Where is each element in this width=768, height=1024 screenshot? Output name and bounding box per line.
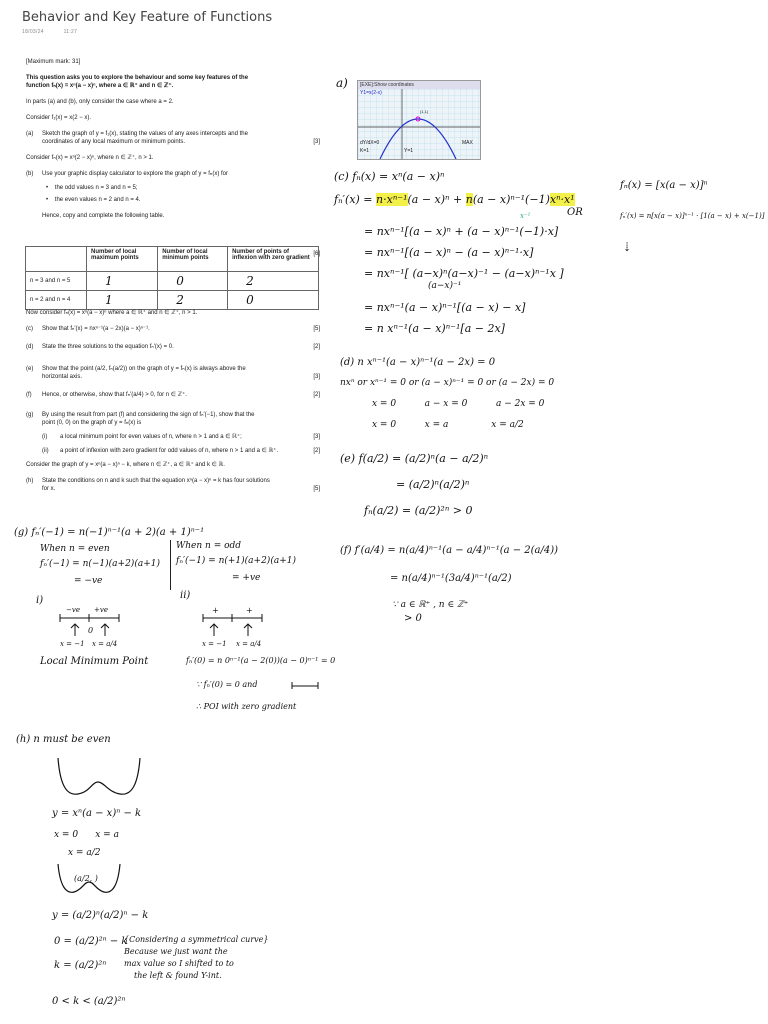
time-label: 11:27	[63, 29, 78, 35]
part-b-text: Use your graphic display calculator to explore the graph of y = fₙ(x) for	[42, 171, 228, 177]
hw-d-line-3: x = 0 a − x = 0 a − 2x = 0	[372, 399, 545, 409]
table-cell: 2	[228, 272, 319, 291]
date-label: 18/03/24	[22, 29, 44, 35]
part-h-mark: [5]	[313, 486, 320, 492]
hw-g-i: i)	[36, 595, 44, 606]
part-e-mark: [3]	[313, 374, 320, 380]
hw-c-line-4: = nxⁿ⁻¹[(a − x)ⁿ − (a − x)ⁿ⁻¹·x]	[364, 246, 534, 259]
hw-part-c	[334, 170, 574, 335]
part-a	[26, 130, 320, 146]
hw-g-x1: x = −1	[60, 640, 85, 648]
hw-d-line-1: (d) n xⁿ⁻¹(a − x)ⁿ⁻¹(a − 2x) = 0	[340, 357, 496, 368]
table-cell: n = 2 and n = 4	[26, 291, 87, 310]
hw-divider	[170, 540, 171, 590]
consider-2: Consider fₙ(x) = xⁿ(2 − x)ⁿ, where n ∈ ℤ⁺, n > 1.	[26, 155, 154, 161]
hw-h-note-1: {Considering a symmetrical curve}	[124, 935, 269, 944]
up-arrow-icon	[210, 624, 218, 636]
part-g-ii	[42, 447, 320, 455]
hw-part-e	[340, 452, 488, 518]
hw-c-2a: fₙ′(x) =	[334, 193, 377, 206]
part-g-ii-text: a point of inflexion with zero gradient for odd values of n, where n > 1 and a ∈ ℝ⁺.	[60, 448, 279, 454]
part-g-ii-label: (ii)	[42, 448, 49, 454]
hw-e-line-1: (e) f(a/2) = (a/2)ⁿ(a − a/2)ⁿ	[340, 452, 489, 465]
calc-deriv: dY/dX=0	[360, 140, 380, 146]
hw-c-lines	[334, 225, 574, 335]
part-c-mark: [5]	[313, 326, 320, 332]
part-f-label: (f)	[26, 392, 32, 398]
calc-grid	[358, 89, 480, 159]
part-g-i-text: a local minimum point for even values of n, where n > 1 and a ∈ ℝ⁺;	[60, 434, 242, 440]
hw-alt-arrow: ⇣	[622, 240, 633, 254]
part-h	[26, 477, 320, 493]
up-arrow-icon	[71, 624, 79, 636]
hw-c-2b: n·xⁿ⁻¹	[376, 193, 408, 206]
calc-max: MAX	[462, 140, 473, 146]
timestamp	[22, 29, 95, 35]
hw-c-2d: n	[465, 193, 473, 206]
hw-g-plus-1: +	[212, 606, 219, 615]
part-d-label: (d)	[26, 344, 34, 350]
hw-g-odd-1: When n = odd	[176, 541, 242, 551]
hw-g-poi-3: ∴ POI with zero gradient	[196, 702, 297, 711]
hw-g-local-min: Local Minimum Point	[40, 656, 149, 667]
part-g-text-1: By using the result from part (f) and considering the sign of fₙ′(−1), show that the	[42, 412, 255, 418]
hw-g-plus-2: +	[246, 606, 253, 615]
hw-a-label: a)	[336, 76, 348, 90]
part-d-mark: [2]	[313, 344, 320, 350]
part-b-mark: [6]	[313, 251, 320, 257]
part-b-bullet-2: • the even values n = 2 and n = 4.	[46, 197, 141, 203]
hw-g-neg: −ve	[66, 606, 80, 614]
calc-k: K=1	[360, 148, 370, 154]
hw-alt-1: fₙ(x) = [x(a − x)]ⁿ	[620, 180, 708, 191]
part-b-bullet-1: • the odd values n = 3 and n = 5;	[46, 185, 138, 191]
calc-graph	[358, 89, 480, 159]
mini-sign-diagram	[290, 678, 320, 690]
table-cell: 0	[228, 291, 319, 310]
hw-g-ii: ii)	[180, 590, 191, 601]
hw-f-line-3: ∵ a ∈ ℝ⁺ , n ∈ ℤ⁺	[392, 600, 469, 610]
part-h-label: (h)	[26, 478, 34, 484]
part-a-label: (a)	[26, 131, 34, 137]
consider-4: Consider the graph of y = xⁿ(a − x)ⁿ − k, where n ∈ ℤ⁺, a ∈ ℝ⁺ and k ∈ ℝ.	[26, 462, 225, 468]
bullet-1-text: the odd values n = 3 and n = 5;	[54, 185, 138, 191]
hw-d-line-4: x = 0 x = a x = a/2	[372, 420, 524, 430]
hw-c-line-3: = nxⁿ⁻¹[(a − x)ⁿ + (a − x)ⁿ⁻¹(−1)·x]	[364, 225, 559, 238]
hw-h-line-5: (a/2, )	[74, 874, 98, 883]
hw-alt-2: fₙ′(x) = n[x(a − x)]ⁿ⁻¹ · [1(a − x) + x(−1)]	[620, 212, 765, 220]
hw-h-line-1: (h) n must be even	[16, 734, 111, 745]
consider-1: Consider f₁(x) = x(2 − x).	[26, 115, 92, 121]
table-row	[26, 291, 319, 310]
hw-f-line-4: > 0	[404, 613, 422, 624]
hw-h-note-2: Because we just want the	[124, 947, 228, 956]
page-title: Behavior and Key Feature of Functions	[22, 10, 273, 25]
consider-3: Now consider fₙ(x) = xⁿ(a − x)ⁿ where a ∈ ℝ⁺ and n ∈ ℤ⁺, n > 1.	[26, 310, 198, 316]
up-arrow-icon	[244, 624, 252, 636]
part-h-text-1: State the conditions on n and k such that the equation xⁿ(a − x)ⁿ = k has four solutions	[42, 478, 270, 484]
table-header: Number of local minimum points	[158, 247, 228, 272]
hw-part-f	[340, 544, 765, 626]
hw-c-line-2	[334, 193, 574, 206]
part-d-text: State the three solutions to the equation fₙ′(x) = 0.	[42, 344, 174, 350]
hw-part-g	[14, 526, 204, 539]
hw-g-pos: +ve	[94, 606, 108, 614]
table-cell: n = 3 and n = 5	[26, 272, 87, 291]
up-arrow-icon	[101, 624, 109, 636]
sign-diagram-ii	[198, 600, 268, 640]
hw-g-odd-3: = +ve	[232, 573, 261, 583]
hw-h-note-4: the left & found Y-int.	[134, 971, 222, 980]
part-a-mark: [3]	[313, 139, 320, 145]
hw-g-odd-2: fₙ′(−1) = n(+1)(a+2)(a+1)	[176, 556, 296, 566]
table-cell: 0	[158, 272, 228, 291]
hw-or: OR	[567, 207, 583, 218]
part-c-label: (c)	[26, 326, 33, 332]
part-g	[26, 411, 320, 455]
intro-line-3: In parts (a) and (b), only consider the case where a = 2.	[26, 99, 174, 105]
hw-g-x3: x = −1	[202, 640, 227, 648]
hw-h-line-4: x = a/2	[68, 848, 101, 858]
hw-c-2f: xⁿ·x¹	[549, 193, 575, 206]
part-f-mark: [2]	[313, 392, 320, 398]
hw-f-line-2: = n(a/4)ⁿ⁻¹(3a/4)ⁿ⁻¹(a/2)	[390, 573, 512, 584]
hw-c-line-1: (c) fₙ(x) = xⁿ(a − x)ⁿ	[334, 170, 445, 183]
part-h-text-2: for x.	[42, 486, 56, 492]
part-g-ii-mark: [2]	[313, 448, 320, 454]
calculator-screenshot	[357, 80, 481, 160]
hw-c-2g: x⁻¹	[520, 212, 531, 220]
table-header	[26, 247, 87, 272]
part-g-text-2: point (0, 0) on the graph of y = fₙ(x) is	[42, 420, 142, 426]
hw-h-line-7: 0 = (a/2)²ⁿ − k	[54, 936, 128, 947]
question-block-2	[26, 309, 320, 493]
hw-h-line-9: 0 < k < (a/2)²ⁿ	[52, 996, 126, 1007]
hw-g-odd	[176, 540, 296, 585]
hw-g-even	[40, 543, 160, 588]
table-header: Number of points of inflexion with zero gradient	[228, 247, 319, 272]
calc-func: Y1=x(2-x)	[360, 90, 382, 96]
part-e-label: (e)	[26, 366, 34, 372]
part-e-text-2: horizontal axis.	[42, 374, 83, 380]
hw-e-line-2: = (a/2)ⁿ(a/2)ⁿ	[396, 478, 470, 491]
hw-part-d	[340, 356, 760, 432]
hw-h-line-2: y = xⁿ(a − x)ⁿ − k	[52, 808, 142, 819]
part-d	[26, 343, 320, 351]
part-c-text: Show that fₙ′(x) = nxⁿ⁻¹(a − 2x)(a − x)ⁿ⁻¹.	[42, 326, 150, 332]
hw-g-zero: 0	[88, 626, 94, 635]
part-g-i	[42, 433, 320, 441]
hw-g-even-3: = −ve	[74, 576, 103, 586]
hw-g-line-1: (g) fₙ′(−1) = n(−1)ⁿ⁻¹(a + 2)(a + 1)ⁿ⁻¹	[14, 527, 205, 538]
hw-h-line-8: k = (a/2)²ⁿ	[54, 960, 107, 971]
intro-line-1: This question asks you to explore the behaviour and some key features of the	[26, 75, 249, 81]
hw-h-note	[124, 934, 269, 982]
part-g-i-mark: [3]	[313, 434, 320, 440]
hw-g-x2: x = a/4	[92, 640, 118, 648]
table-header: Number of local maximum points	[87, 247, 158, 272]
results-table	[25, 246, 319, 310]
part-g-i-label: (i)	[42, 434, 48, 440]
hw-c-line-6: = nxⁿ⁻¹(a − x)ⁿ⁻¹[(a − x) − x]	[364, 301, 526, 314]
w-curve	[58, 758, 140, 794]
calc-y: Y=1	[404, 148, 414, 154]
part-b-label: (b)	[26, 171, 34, 177]
hw-c-line-5b: (a−x)⁻¹	[428, 281, 462, 291]
intro-line-2: function fₙ(x) = xⁿ(a − x)ⁿ, where a ∈ ℝ⁺ and n ∈ ℤ⁺.	[26, 83, 174, 89]
part-g-label: (g)	[26, 412, 34, 418]
part-c	[26, 325, 320, 333]
hw-g-even-1: When n = even	[40, 544, 110, 554]
hw-g-even-2: fₙ′(−1) = n(−1)(a+2)(a+1)	[40, 559, 160, 569]
hw-f-line-1: (f) f′(a/4) = n(a/4)ⁿ⁻¹(a − a/4)ⁿ⁻¹(a − 2(a/4))	[340, 545, 559, 556]
hw-c-line-5: = nxⁿ⁻¹[ (a−x)ⁿ(a−x)⁻¹ − (a−x)ⁿ⁻¹x ]	[364, 267, 564, 280]
hw-c-2e: (a − x)ⁿ⁻¹(−1)	[472, 193, 550, 206]
w-curve-sketch	[54, 754, 144, 804]
hw-h-note-3: max value so I shifted to to	[124, 959, 234, 968]
hw-g-x4: x = a/4	[236, 640, 262, 648]
table-cell: 2	[158, 291, 228, 310]
part-a-text-2: coordinates of any local maximum or minimum points.	[42, 139, 186, 145]
part-b-text-2: Hence, copy and complete the following table.	[42, 213, 165, 219]
calc-point: (1,1)	[420, 109, 429, 114]
hw-h-line-6: y = (a/2)ⁿ(a/2)ⁿ − k	[52, 910, 149, 921]
hw-g-poi-1: fₙ′(0) = n 0ⁿ⁻¹(a − 2(0))(a − 0)ⁿ⁻¹ = 0	[186, 656, 336, 665]
hw-c-2c: (a − x)ⁿ +	[407, 193, 466, 206]
calc-header: [EXE]:Show coordinates	[358, 81, 480, 89]
bullet-2-text: the even values n = 2 and n = 4.	[54, 197, 141, 203]
table-cell: 1	[87, 272, 158, 291]
table-cell: 1	[87, 291, 158, 310]
part-f-text: Hence, or otherwise, show that fₙ′(a/4) > 0, for n ∈ ℤ⁺.	[42, 392, 187, 398]
hw-g-poi-2: ∵ fₙ′(0) = 0 and	[196, 680, 258, 689]
part-e-text-1: Show that the point (a/2, fₙ(a/2)) on the graph of y = fₙ(x) is always above the	[42, 366, 246, 372]
part-e	[26, 365, 320, 381]
hw-e-line-3: fₙ(a/2) = (a/2)²ⁿ > 0	[364, 504, 473, 517]
table-row	[26, 272, 319, 291]
part-a-text-1: Sketch the graph of y = f₁(x), stating the values of any axes intercepts and the	[42, 131, 248, 137]
table-header-row	[26, 247, 319, 272]
hw-c-line-7: = n xⁿ⁻¹(a − x)ⁿ⁻¹[a − 2x]	[364, 322, 505, 335]
hw-d-line-2: nxⁿ or xⁿ⁻¹ = 0 or (a − x)ⁿ⁻¹ = 0 or (a − 2x) = 0	[340, 378, 555, 388]
part-f	[26, 391, 320, 399]
hw-h-line-3: x = 0 x = a	[54, 830, 119, 840]
max-mark: [Maximum mark: 31]	[26, 59, 81, 65]
